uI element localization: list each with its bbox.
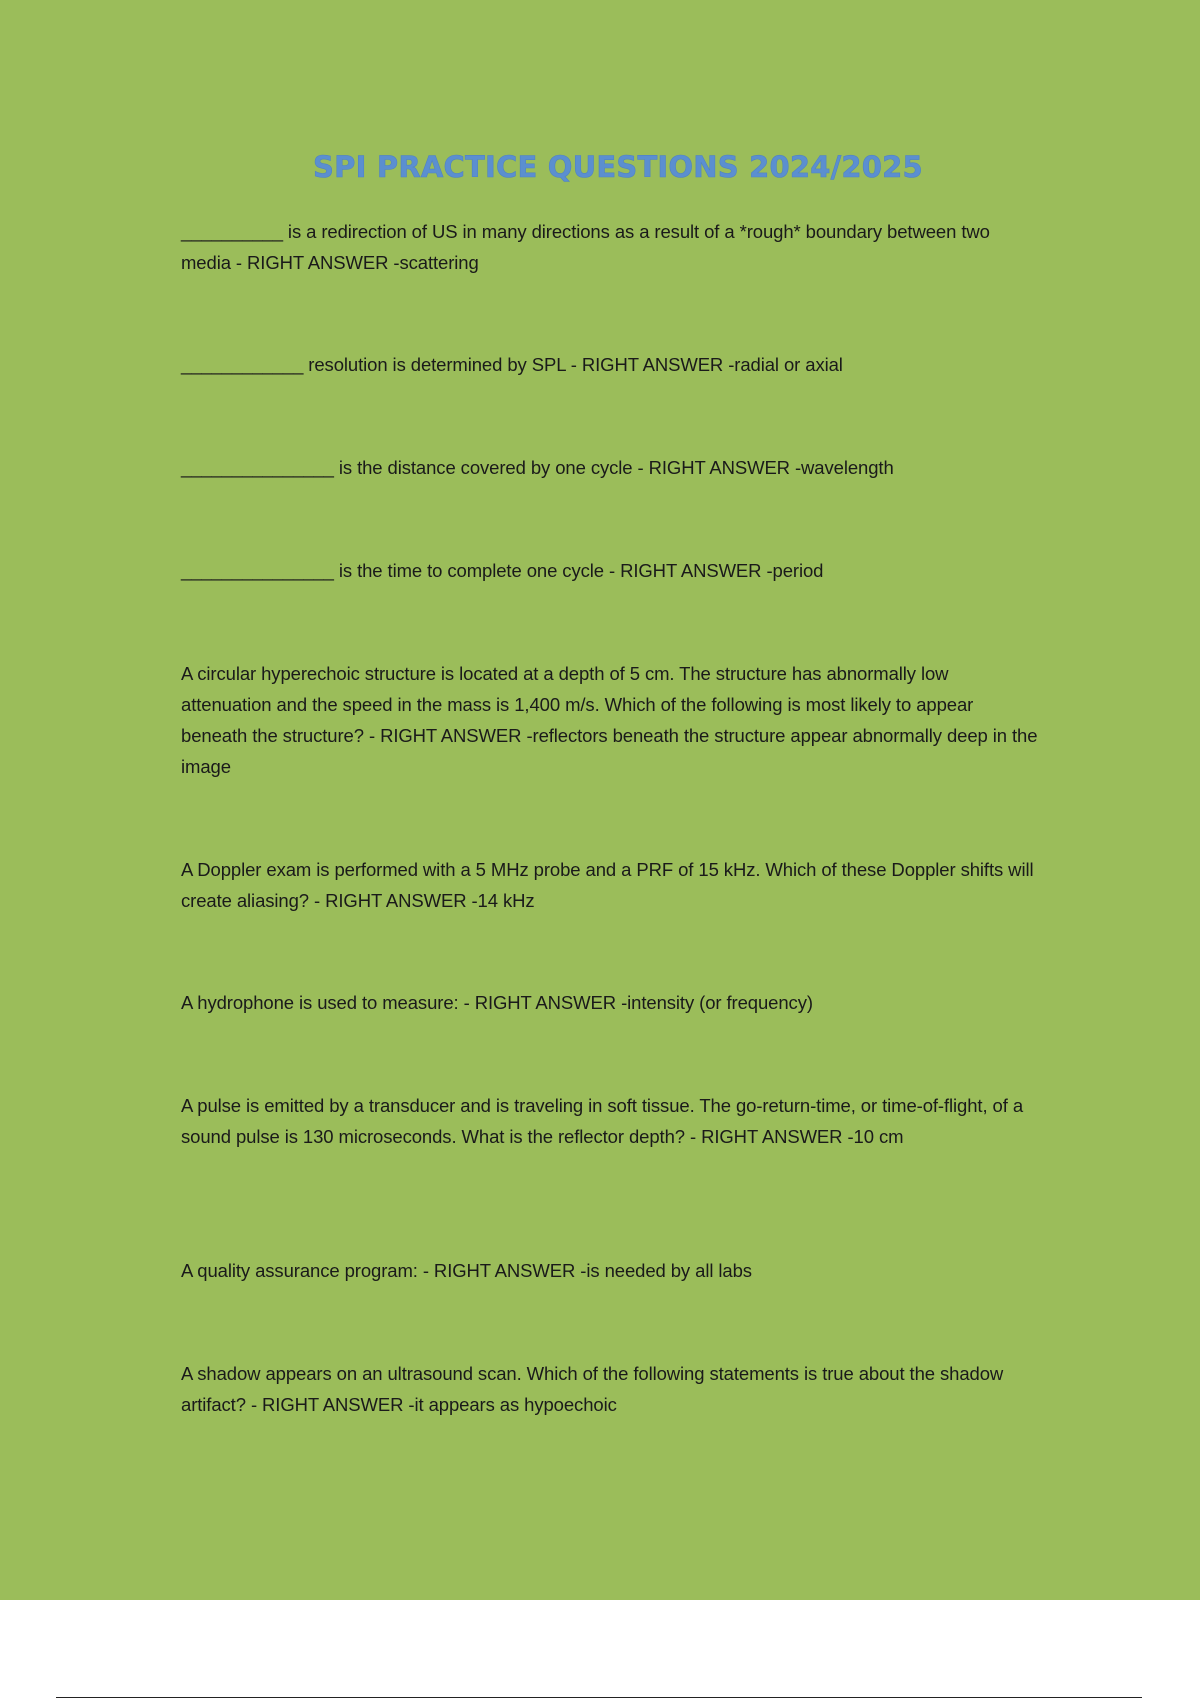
question-item: A circular hyperechoic structure is located at a depth of 5 cm. The structure has abnormally low attenuation and the speed in the mass is 1,400 m/s. Which of the following is most likely to appear beneath the structure? - RIGHT ANSWER -reflectors beneath the structure appear abnormally deep in the image (181, 663, 1038, 777)
question-item: A Doppler exam is performed with a 5 MHz probe and a PRF of 15 kHz. Which of these Doppler shifts will create aliasing? - RIGHT ANSWER -14 kHz (181, 859, 1034, 911)
question-item: _______________ is the time to complete one cycle - RIGHT ANSWER -period (181, 560, 824, 581)
question-item: A hydrophone is used to measure: - RIGHT ANSWER -intensity (or frequency) (181, 992, 813, 1013)
question-item: _______________ is the distance covered by one cycle - RIGHT ANSWER -wavelength (181, 457, 894, 478)
question-item: A pulse is emitted by a transducer and is traveling in soft tissue. The go-return-time, or time-of-flight, of a sound pulse is 130 microseconds. What is the reflector depth? - RIGHT ANSWER -10 cm (181, 1095, 1024, 1147)
footer-divider (56, 1697, 1142, 1698)
page-title: SPI PRACTICE QUESTIONS 2024/2025 (313, 150, 923, 184)
question-item: A quality assurance program: - RIGHT ANSWER -is needed by all labs (181, 1260, 752, 1281)
question-item: ____________ resolution is determined by SPL - RIGHT ANSWER -radial or axial (181, 354, 843, 375)
question-item: __________ is a redirection of US in many directions as a result of a *rough* boundary between two media - RIGHT ANSWER -scattering (181, 221, 990, 273)
question-item: A shadow appears on an ultrasound scan. Which of the following statements is true about the shadow artifact? - RIGHT ANSWER -it appears as hypoechoic (181, 1363, 1004, 1415)
